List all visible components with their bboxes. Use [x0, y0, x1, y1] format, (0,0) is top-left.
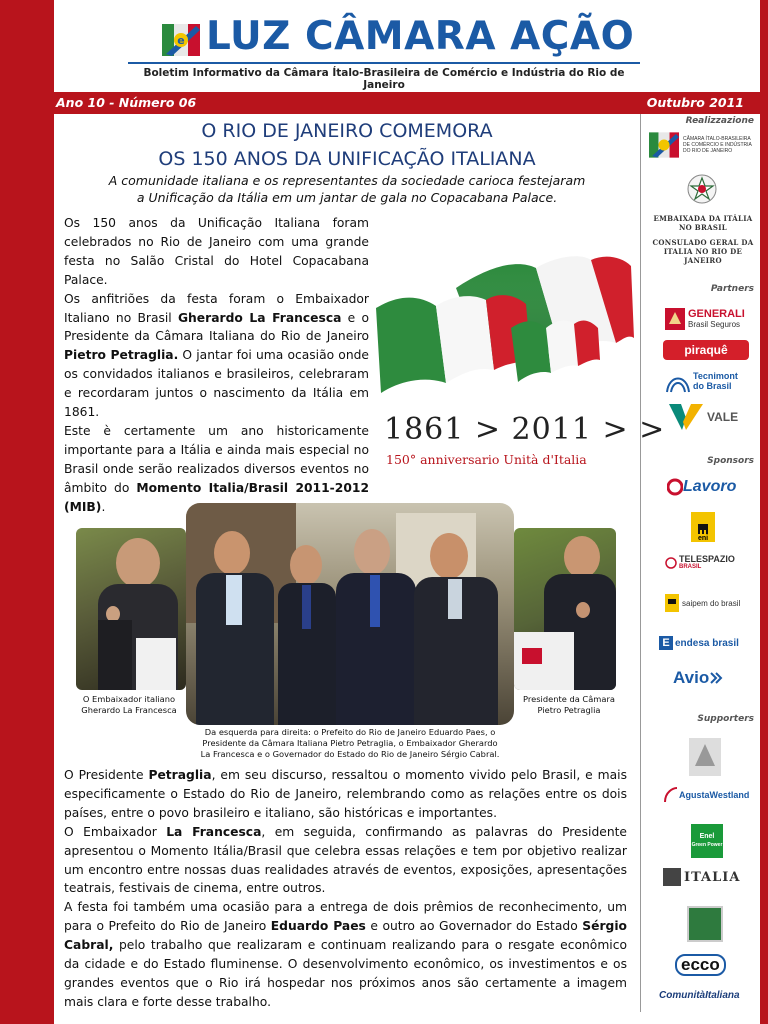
paragraph-3: Este è certamente um ano historicamente importante para a Itália e ainda mais especial no Brasil onde serão realizados diversos eventos no âmbito do Momento Italia/Brasil 2011-2012 (MIB).	[64, 423, 369, 514]
supporter-green-logo	[687, 906, 723, 942]
newsletter-page	[54, 0, 760, 1024]
lead-line-2: a Unificação da Itália em um jantar de gala no Copacabana Palace.	[136, 190, 558, 205]
supporters-heading: Supporters	[697, 714, 754, 724]
eni-dog-icon	[665, 594, 679, 612]
photo-group-main	[186, 503, 514, 725]
vale-v-icon	[669, 404, 703, 430]
caption-president: Presidente da Câmara Pietro Petraglia	[523, 694, 615, 715]
telespazio-logo: TELESPAZIO BRASIL	[665, 554, 735, 571]
newsletter-subtitle: Boletim Informativo da Câmara Ítalo-Brasileira de Comércio e Indústria do Rio de Janeiro	[143, 67, 625, 91]
headline-line-1: O RIO DE JANEIRO COMEMORA	[201, 120, 493, 142]
consulado-label: CONSULADO GERAL DA ITALIA NO RIO DE JANEIRO	[652, 238, 754, 265]
anniversary-years: 1861 > 2011 > >	[384, 412, 666, 447]
issue-number: Ano 10 - Número 06	[56, 95, 197, 110]
right-red-band	[760, 0, 768, 1024]
tecnimont-logo: Tecnimont do Brasil	[665, 368, 738, 394]
waving-italian-flags-image	[376, 248, 636, 398]
lion-icon	[665, 308, 685, 330]
anniversary-text: 150° anniversario Unità d'Italia	[386, 452, 587, 467]
italian-emblem-icon	[687, 172, 717, 206]
ecco-logo: ecco	[675, 954, 726, 976]
camara-logo-icon	[162, 24, 200, 56]
six-legged-dog-icon	[696, 521, 710, 535]
endesa-e-icon: E	[659, 636, 673, 650]
paragraph-6: A festa foi também uma ocasião para a entrega de dois prêmios de reconhecimento, um para o Prefeito do Rio de Janeiro Eduardo Paes e outro ao Governador do Estado Sérgio Cabral, pelo trabalho que realizaram e continuam realizando para o resgate econômico da cidade e do Estado fluminense. O desenvolvimento econômico, os investimentos e os grandes eventos que o Rio irá hospedar nos próximos anos são certamente a imagem mais clara e forte desse trabalho.	[64, 900, 627, 1009]
masthead	[54, 0, 760, 92]
bnl-icon	[667, 478, 683, 496]
partners-heading: Partners	[710, 284, 754, 294]
saipem-logo: saipem do brasil	[665, 594, 740, 612]
photo-president	[514, 528, 616, 690]
lavoro-logo: Lavoro	[667, 478, 736, 496]
paragraph-1: Os 150 anos da Unificação Italiana foram celebrados no Rio de Janeiro com uma grande festa no Salão Cristal do Hotel Copacabana Palace.	[64, 216, 369, 287]
agustawestland-logo: AgustaWestland	[663, 786, 749, 804]
article-headline	[54, 117, 640, 173]
issue-date: Outubro 2011	[646, 95, 744, 110]
enel-logo: Enel Green Power	[691, 824, 723, 858]
issue-bar	[54, 92, 760, 114]
generali-logo: GENERALI Brasil Seguros	[665, 308, 745, 330]
caption-ambassador: O Embaixador italiano Gherardo La Francesca	[81, 694, 177, 715]
chevrons-icon	[709, 671, 723, 685]
comunita-italiana-logo: ComunitàItaliana	[659, 990, 740, 1001]
eni-logo: eni	[691, 512, 715, 542]
avio-logo: Avio	[673, 668, 723, 688]
lead-line-1: A comunidade italiana e os representantes da sociedade carioca festejaram	[108, 173, 586, 188]
photo-ambassador	[76, 528, 186, 690]
sponsors-heading: Sponsors	[707, 456, 754, 466]
article-body-full	[64, 766, 627, 1012]
swoosh-icon	[663, 786, 679, 804]
sponsor-sidebar	[640, 114, 760, 1012]
realizzazione-heading: Realizzazione	[685, 116, 754, 126]
embaixada-label: EMBAIXADA DA ITÁLIA NO BRASIL	[653, 214, 753, 232]
italia-logo: ITALIA	[663, 868, 740, 886]
newsletter-title: LUZ CÂMARA AÇÃO	[206, 14, 635, 59]
paragraph-4: O Presidente Petraglia, em seu discurso, ressaltou o momento vivido pelo Brasil, e mais especificamente o Estado do Rio de Janeiro, relembrando como as relações entre os dois países, entre o povo brasileiro e italiano, são históricas e importantes.	[64, 768, 627, 820]
caption-group: Da esquerda para direita: o Prefeito do Rio de Janeiro Eduardo Paes, o Presidente da Câmara Italiana Pietro Petraglia, o Embaixador Gherardo La Francesca e o Governador do Estado do Rio de Janeiro Sérgio Cabral.	[200, 727, 500, 759]
italia-badge-icon	[663, 868, 681, 886]
headline-line-2: OS 150 ANOS DA UNIFICAÇÃO ITALIANA	[158, 148, 536, 170]
article-lead	[94, 172, 600, 206]
vale-logo: VALE	[669, 404, 738, 430]
paragraph-2: Os anfitriões da festa foram o Embaixador Italiano no Brasil Gherardo La Francesca e o Presidente da Câmara Italiana do Rio de Janeiro Pietro Petraglia. O jantar foi uma ocasião onde os convidados italianos e brasileiros, celebraram e recordaram juntos o nascimento da Itália em 1861.	[64, 291, 369, 420]
satellite-icon	[665, 556, 677, 570]
paragraph-5: O Embaixador La Francesca, em seguida, confirmando as palavras do Presidente apresentou o Momento Itália/Brasil que celebra essas relações e tem por objetivo realizar um encontro entre nossas duas realidades através de eventos, exposições, apresentações teatrais, festivais de cinema, entre outros.	[64, 824, 627, 896]
article-body-column	[64, 214, 369, 517]
supporter-grey-logo	[689, 738, 721, 776]
svg-text:e: e	[177, 34, 185, 47]
arches-icon	[665, 368, 691, 394]
piraque-logo: piraquê	[663, 340, 749, 360]
title-divider	[128, 62, 640, 64]
camara-sidebar-logo: CÂMARA ÍTALO-BRASILEIRA DE COMÉRCIO E INDÚSTRIA DO RIO DE JANEIRO	[649, 132, 752, 158]
camara-logo-icon	[649, 132, 679, 158]
left-red-band	[0, 0, 54, 1024]
endesa-logo: E endesa brasil	[659, 636, 739, 650]
